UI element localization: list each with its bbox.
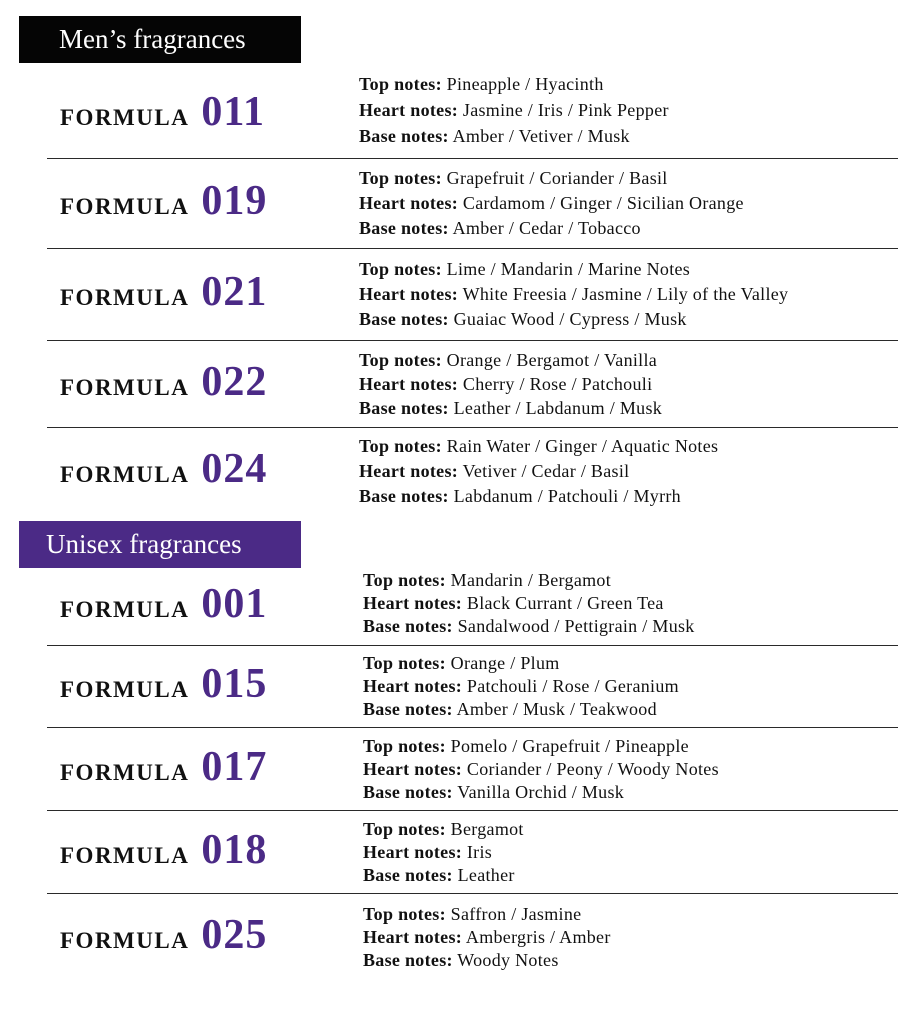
heart-notes-label: Heart notes: [359,284,459,304]
formula-row-021 [47,248,898,341]
notes-list [359,434,718,508]
base-notes-label: Base notes: [359,486,449,506]
formula-row-017 [47,727,898,811]
base-notes-label: Base notes: [363,782,453,802]
heart-notes-value: Cardamom / Ginger / Sicilian Orange [462,193,744,213]
top-notes-value: Rain Water / Ginger / Aquatic Notes [446,436,719,456]
heart-notes-value: Patchouli / Rose / Geranium [466,676,679,696]
heart-notes-label: Heart notes: [363,842,463,862]
base-notes [363,864,524,887]
top-notes [359,257,788,281]
top-notes-value: Lime / Mandarin / Marine Notes [446,259,691,279]
heart-notes-value: Jasmine / Iris / Pink Pepper [462,100,669,120]
top-notes-value: Pomelo / Grapefruit / Pineapple [450,736,689,756]
heart-notes-value: Cherry / Rose / Patchouli [462,374,653,394]
formula-word: FORMULA [60,843,190,868]
formula-word: FORMULA [60,375,190,400]
formula-number: 001 [201,581,268,627]
top-notes-label: Top notes: [359,74,442,94]
top-notes [359,434,718,458]
notes-list [363,652,679,721]
base-notes-value: Guaiac Wood / Cypress / Musk [453,309,687,329]
heart-notes-value: Iris [466,842,493,862]
heart-notes-label: Heart notes: [359,100,459,120]
top-notes-label: Top notes: [363,736,446,756]
formula-word: FORMULA [60,677,190,702]
heart-notes [359,98,669,122]
top-notes [363,818,524,841]
heart-notes [363,592,695,615]
formula-row-001 [47,567,898,646]
heart-notes [363,926,611,949]
formula-row-022 [47,340,898,428]
formula-number: 019 [201,178,268,224]
formula-word: FORMULA [60,462,190,487]
top-notes-value: Orange / Plum [450,653,560,673]
formula-word: FORMULA [60,928,190,953]
top-notes-value: Saffron / Jasmine [450,904,582,924]
top-notes-label: Top notes: [363,904,446,924]
formula-word: FORMULA [60,760,190,785]
top-notes-label: Top notes: [363,570,446,590]
heart-notes-value: Ambergris / Amber [465,927,611,947]
formula-word: FORMULA [60,105,190,130]
base-notes-value: Sandalwood / Pettigrain / Musk [457,616,695,636]
formula-label [60,445,267,493]
formula-label [60,743,267,791]
base-notes-label: Base notes: [359,126,449,146]
base-notes-label: Base notes: [363,865,453,885]
base-notes-value: Woody Notes [457,950,559,970]
heart-notes [363,758,719,781]
top-notes-label: Top notes: [359,436,442,456]
formula-label [60,826,267,874]
formula-word: FORMULA [60,597,190,622]
base-notes-label: Base notes: [359,309,449,329]
heart-notes-label: Heart notes: [359,461,459,481]
heart-notes-value: Coriander / Peony / Woody Notes [466,759,719,779]
base-notes [359,307,788,331]
notes-list [359,257,788,331]
formula-number: 025 [201,912,268,958]
top-notes [363,903,611,926]
base-notes-value: Labdanum / Patchouli / Myrrh [453,486,681,506]
notes-list [363,569,695,638]
heart-notes-label: Heart notes: [363,593,463,613]
notes-list [359,72,669,148]
formula-word: FORMULA [60,194,190,219]
base-notes-label: Base notes: [363,699,453,719]
top-notes-label: Top notes: [359,350,442,370]
base-notes-label: Base notes: [359,398,449,418]
top-notes [363,652,679,675]
base-notes-label: Base notes: [363,616,453,636]
formula-row-015 [47,645,898,728]
heart-notes [363,675,679,698]
formula-number: 022 [201,359,268,405]
top-notes-label: Top notes: [363,653,446,673]
top-notes-label: Top notes: [363,819,446,839]
formula-row-011 [47,70,898,159]
top-notes-value: Bergamot [450,819,524,839]
formula-label [60,580,267,628]
formula-number: 021 [201,269,268,315]
notes-list [363,818,524,887]
top-notes-value: Pineapple / Hyacinth [446,74,604,94]
top-notes [363,735,719,758]
formula-label [60,660,267,708]
formula-row-019 [47,158,898,249]
formula-label [60,358,267,406]
base-notes [359,484,718,508]
base-notes-label: Base notes: [359,218,449,238]
base-notes-label: Base notes: [363,950,453,970]
notes-list [359,166,744,240]
heart-notes-value: Vetiver / Cedar / Basil [462,461,630,481]
unisex-fragrances-header: Unisex fragrances [19,521,301,568]
heart-notes [359,372,662,396]
formula-label [60,268,267,316]
base-notes-value: Leather [457,865,515,885]
formula-number: 024 [201,446,268,492]
mens-fragrances-header: Men’s fragrances [19,16,301,63]
formula-number: 011 [201,89,266,135]
formula-row-018 [47,810,898,894]
base-notes [359,396,662,420]
heart-notes-label: Heart notes: [363,676,463,696]
formula-number: 018 [201,827,268,873]
base-notes [363,949,611,972]
top-notes [359,166,744,190]
top-notes [363,569,695,592]
base-notes [363,615,695,638]
notes-list [359,348,662,420]
base-notes-value: Amber / Musk / Teakwood [456,699,657,719]
heart-notes-label: Heart notes: [359,374,459,394]
formula-label [60,911,267,959]
heart-notes-value: Black Currant / Green Tea [466,593,664,613]
top-notes-label: Top notes: [359,168,442,188]
heart-notes-value: White Freesia / Jasmine / Lily of the Valley [462,284,789,304]
formula-number: 015 [201,661,268,707]
top-notes-label: Top notes: [359,259,442,279]
formula-label [60,88,265,136]
base-notes-value: Amber / Vetiver / Musk [452,126,630,146]
formula-number: 017 [201,744,268,790]
base-notes-value: Amber / Cedar / Tobacco [452,218,641,238]
formula-word: FORMULA [60,285,190,310]
heart-notes [359,459,718,483]
base-notes-value: Leather / Labdanum / Musk [453,398,663,418]
heart-notes [363,841,524,864]
base-notes [363,698,679,721]
base-notes [359,124,669,148]
top-notes-value: Grapefruit / Coriander / Basil [446,168,668,188]
heart-notes-label: Heart notes: [363,927,463,947]
notes-list [363,735,719,804]
base-notes [359,216,744,240]
base-notes [363,781,719,804]
heart-notes-label: Heart notes: [359,193,459,213]
notes-list [363,903,611,972]
base-notes-value: Vanilla Orchid / Musk [457,782,625,802]
heart-notes [359,191,744,215]
top-notes [359,348,662,372]
heart-notes-label: Heart notes: [363,759,463,779]
heart-notes [359,282,788,306]
formula-label [60,177,267,225]
top-notes-value: Mandarin / Bergamot [450,570,612,590]
formula-row-025 [47,893,898,983]
top-notes-value: Orange / Bergamot / Vanilla [446,350,658,370]
formula-row-024 [47,427,898,515]
top-notes [359,72,669,96]
